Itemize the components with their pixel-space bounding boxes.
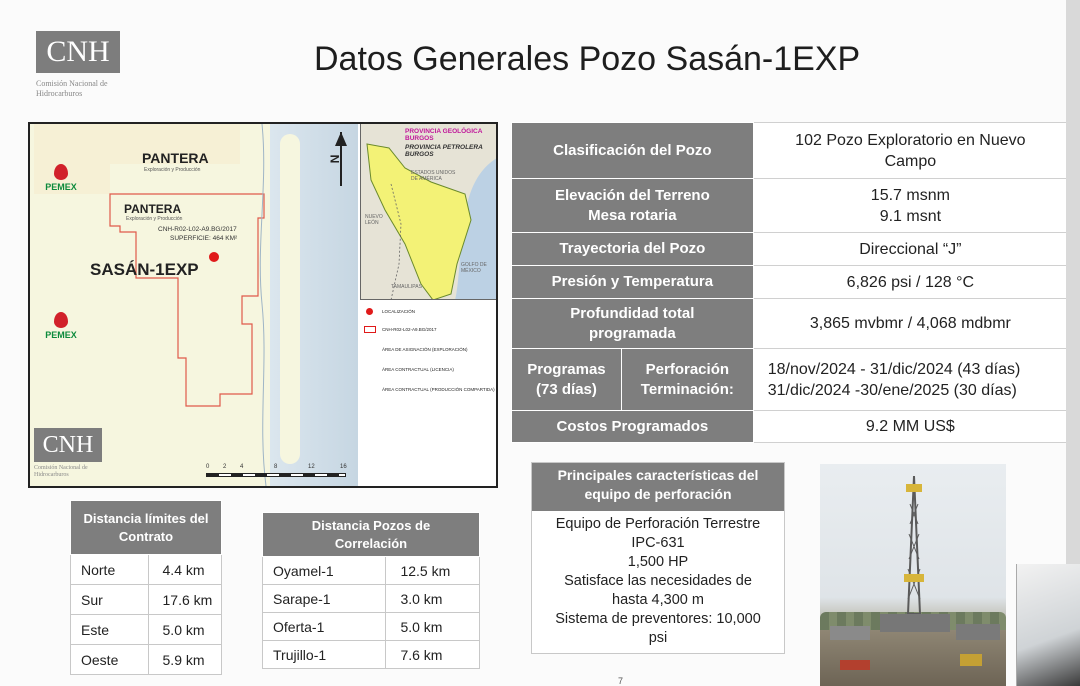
scale-bar-graphic bbox=[206, 473, 346, 477]
table-row bbox=[263, 613, 480, 641]
equipment-box bbox=[531, 462, 785, 654]
trayectoria-label: Trayectoria del Pozo bbox=[512, 233, 754, 266]
block-large-sub: Exploración y Producción bbox=[144, 167, 201, 173]
perforacion-value: 18/nov/2024 - 31/dic/2024 (43 días) bbox=[767, 360, 1021, 378]
correlation-well-name: Oyamel-1 bbox=[263, 557, 386, 585]
table-row bbox=[512, 233, 1068, 266]
equipment-line: Satisface las necesidades de bbox=[564, 573, 752, 589]
elevacion-label-line1: Elevación del Terreno bbox=[554, 186, 710, 204]
video-thumbnail[interactable] bbox=[1016, 564, 1080, 686]
programas-values bbox=[753, 349, 1067, 411]
programas-phase-labels bbox=[621, 349, 753, 411]
limit-value: 17.6 km bbox=[148, 585, 221, 615]
page-number: 7 bbox=[618, 676, 624, 686]
elevacion-value-line2: 9.1 msnt bbox=[879, 207, 942, 225]
limit-name: Norte bbox=[71, 555, 149, 585]
limit-name: Sur bbox=[71, 585, 149, 615]
block-small-name: PANTERA bbox=[124, 202, 182, 216]
elevacion-value-line1: 15.7 msnm bbox=[870, 186, 950, 204]
scale-tick: 8 bbox=[274, 464, 278, 470]
map-cnh-logo-subtitle: Comisión Nacional de Hidrocarburos bbox=[34, 465, 88, 478]
well-location-marker bbox=[209, 252, 219, 262]
equipment-line: IPC-631 bbox=[631, 535, 685, 551]
profundidad-value: 3,865 mvbmr / 4,068 mdbmr bbox=[753, 299, 1067, 349]
limit-name: Oeste bbox=[71, 645, 149, 675]
elevacion-label-line2: Mesa rotaria bbox=[588, 206, 677, 224]
legend-blank-icon bbox=[364, 366, 376, 373]
pemex-logo-bottom bbox=[40, 312, 82, 340]
block-small-sub: Exploración y Producción bbox=[126, 216, 183, 222]
table-row bbox=[263, 557, 480, 585]
inset-label-nl: NUEVO LEÓN bbox=[365, 214, 383, 226]
pemex-label-top: PEMEX bbox=[45, 182, 77, 192]
map-cnh-logo bbox=[34, 428, 102, 479]
scale-tick: 4 bbox=[240, 464, 244, 470]
legend-label: LOCALIZACIÓN bbox=[382, 309, 416, 314]
table-row bbox=[512, 123, 1068, 179]
table-row bbox=[512, 349, 1068, 411]
terminacion-label: Terminación: bbox=[640, 380, 734, 398]
equipment-line: hasta 4,300 m bbox=[612, 592, 704, 608]
block-large-name: PANTERA bbox=[142, 150, 209, 166]
profundidad-label: Profundidad total programada bbox=[512, 299, 754, 349]
legend-label: ÁREA DE ASIGNACIÓN (EXPLORACIÓN) bbox=[382, 347, 468, 352]
legend-label: ÁREA CONTRACTUAL (LICENCIA) bbox=[382, 367, 454, 372]
table-row bbox=[71, 555, 222, 585]
table-row bbox=[71, 645, 222, 675]
rig-derrick-svg bbox=[820, 464, 1006, 686]
legend-label: ÁREA CONTRACTUAL (PRODUCCIÓN COMPARTIDA) bbox=[382, 387, 495, 392]
correlation-well-distance: 7.6 km bbox=[386, 641, 480, 669]
correlation-wells-table bbox=[262, 512, 480, 669]
pemex-drop-icon bbox=[54, 312, 68, 328]
table-row bbox=[263, 641, 480, 669]
elevacion-label bbox=[512, 179, 754, 233]
legend-item bbox=[364, 308, 415, 318]
table-row bbox=[512, 411, 1068, 443]
inset-geologic-province: PROVINCIA GEOLÓGICA BURGOS bbox=[405, 128, 483, 142]
correlation-well-distance: 12.5 km bbox=[386, 557, 480, 585]
block-area: SUPERFICIE: 464 KM² bbox=[170, 235, 238, 242]
correlation-well-name: Sarape-1 bbox=[263, 585, 386, 613]
cnh-logo-mark: CNH bbox=[36, 31, 120, 73]
well-data-table bbox=[511, 122, 1068, 443]
legend-dot-icon bbox=[366, 308, 373, 315]
scale-tick: 12 bbox=[308, 464, 315, 470]
clasificacion-label: Clasificación del Pozo bbox=[512, 123, 754, 179]
correlation-header: Distancia Pozos de Correlación bbox=[263, 513, 480, 557]
correlation-well-name: Trujillo-1 bbox=[263, 641, 386, 669]
scale-tick: 2 bbox=[223, 464, 227, 470]
elevacion-value bbox=[753, 179, 1067, 233]
legend-blank-icon bbox=[364, 386, 376, 393]
north-label: N bbox=[327, 154, 342, 164]
costos-value: 9.2 MM US$ bbox=[753, 411, 1067, 443]
limit-name: Este bbox=[71, 615, 149, 645]
pemex-logo-top bbox=[40, 164, 82, 192]
inset-label-tamps: TAMAULIPAS bbox=[391, 284, 422, 290]
inset-petroleum-province: PROVINCIA PETROLERA BURGOS bbox=[405, 144, 483, 158]
perforacion-label: Perforación bbox=[645, 360, 730, 378]
equipment-body bbox=[532, 511, 784, 648]
trayectoria-value: Direccional “J” bbox=[753, 233, 1067, 266]
costos-label: Costos Programados bbox=[512, 411, 754, 443]
coast-line bbox=[260, 124, 266, 486]
drilling-rig-photo bbox=[820, 464, 1006, 686]
correlation-well-distance: 5.0 km bbox=[386, 613, 480, 641]
table-row bbox=[263, 585, 480, 613]
legend-item bbox=[364, 326, 437, 336]
block-map bbox=[30, 124, 358, 486]
map-cnh-logo-mark: CNH bbox=[34, 428, 102, 462]
limit-value: 5.0 km bbox=[148, 615, 221, 645]
well-label: SASÁN-1EXP bbox=[90, 260, 199, 279]
contract-limits-table bbox=[70, 500, 222, 675]
table-row bbox=[512, 179, 1068, 233]
inset-label-usa: ESTADOS UNIDOS DE AMÉRICA bbox=[411, 170, 456, 182]
table-row bbox=[71, 615, 222, 645]
scale-tick: 0 bbox=[206, 464, 210, 470]
limit-value: 5.9 km bbox=[148, 645, 221, 675]
page-title: Datos Generales Pozo Sasán-1EXP bbox=[314, 40, 861, 78]
contract-limits-header: Distancia límites del Contrato bbox=[71, 501, 222, 555]
table-row bbox=[512, 299, 1068, 349]
clasificacion-value: 102 Pozo Exploratorio en Nuevo Campo bbox=[753, 123, 1067, 179]
pemex-label-bottom: PEMEX bbox=[45, 330, 77, 340]
legend-label: CNH-R02-L02-A9.BG/2017 bbox=[382, 327, 437, 332]
scale-tick: 16 bbox=[340, 464, 347, 470]
table-row bbox=[512, 266, 1068, 299]
correlation-well-distance: 3.0 km bbox=[386, 585, 480, 613]
legend-item bbox=[364, 386, 495, 396]
map-scale-bar bbox=[206, 464, 346, 478]
legend-blank-icon bbox=[364, 346, 376, 353]
legend-item bbox=[364, 346, 468, 356]
limit-value: 4.4 km bbox=[148, 555, 221, 585]
table-row bbox=[71, 585, 222, 615]
equipment-line: Sistema de preventores: 10,000 bbox=[555, 611, 761, 627]
terminacion-value: 31/dic/2024 -30/ene/2025 (30 días) bbox=[767, 381, 1017, 399]
correlation-well-name: Oferta-1 bbox=[263, 613, 386, 641]
equipment-line: psi bbox=[648, 630, 668, 646]
cnh-logo-subtitle: Comisión Nacional de Hidrocarburos bbox=[36, 79, 108, 98]
presion-value: 6,826 psi / 128 °C bbox=[753, 266, 1067, 299]
presion-label: Presión y Temperatura bbox=[512, 266, 754, 299]
pemex-drop-icon bbox=[54, 164, 68, 180]
north-arrow-icon bbox=[327, 130, 352, 190]
table-header-row bbox=[71, 501, 222, 555]
programas-label: Programas (73 días) bbox=[512, 349, 622, 411]
equipment-line: 1,500 HP bbox=[627, 554, 689, 570]
equipment-line: Equipo de Perforación Terrestre bbox=[555, 516, 761, 532]
scale-labels bbox=[206, 464, 346, 472]
map-legend bbox=[360, 302, 496, 486]
legend-item bbox=[364, 366, 454, 376]
table-header-row bbox=[263, 513, 480, 557]
cnh-logo bbox=[36, 31, 120, 99]
block-code: CNH-R02-L02-A9.BG/2017 bbox=[158, 226, 237, 233]
inset-map bbox=[360, 124, 496, 300]
location-map bbox=[28, 122, 498, 488]
legend-box-icon bbox=[364, 326, 376, 333]
equipment-header: Principales características del equipo de perforación bbox=[532, 463, 784, 511]
inset-label-gulf: GOLFO DE MÉXICO bbox=[461, 262, 487, 274]
